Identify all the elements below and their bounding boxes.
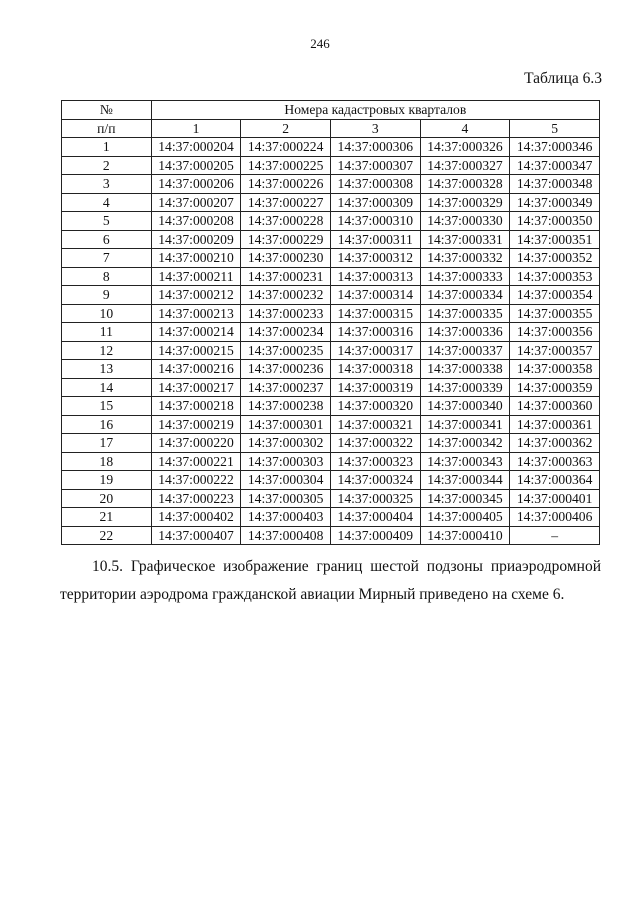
cadastral-number-cell: 14:37:000218 [151,397,241,416]
cadastral-number-cell: 14:37:000329 [420,193,510,212]
table-row [62,397,600,416]
row-number-cell: 17 [62,434,152,453]
column-header: 4 [420,119,510,138]
table-row [62,193,600,212]
table-row [62,286,600,305]
cadastral-number-cell: 14:37:000207 [151,193,241,212]
cadastral-number-cell: 14:37:000360 [510,397,600,416]
row-number-cell: 21 [62,508,152,527]
cadastral-number-cell: 14:37:000316 [330,323,420,342]
cadastral-number-cell: 14:37:000335 [420,304,510,323]
cadastral-number-cell: 14:37:000208 [151,212,241,231]
cadastral-number-cell: 14:37:000237 [241,378,331,397]
cadastral-number-cell: 14:37:000343 [420,452,510,471]
cadastral-number-cell: 14:37:000328 [420,175,510,194]
cadastral-number-cell: 14:37:000231 [241,267,331,286]
cadastral-number-cell: 14:37:000206 [151,175,241,194]
table-row [62,156,600,175]
cadastral-number-cell: 14:37:000339 [420,378,510,397]
cadastral-number-cell: 14:37:000406 [510,508,600,527]
table-row [62,434,600,453]
table-row [62,230,600,249]
cadastral-number-cell: 14:37:000236 [241,360,331,379]
cadastral-number-cell: 14:37:000356 [510,323,600,342]
cadastral-number-cell: 14:37:000340 [420,397,510,416]
cadastral-number-cell: 14:37:000364 [510,471,600,490]
row-number-cell: 13 [62,360,152,379]
table-row [62,304,600,323]
cadastral-number-cell: 14:37:000410 [420,526,510,545]
row-number-cell: 9 [62,286,152,305]
table-row [62,508,600,527]
cadastral-number-cell: 14:37:000213 [151,304,241,323]
cadastral-number-cell: 14:37:000235 [241,341,331,360]
cadastral-number-cell: 14:37:000402 [151,508,241,527]
row-number-cell: 22 [62,526,152,545]
cadastral-number-cell: – [510,526,600,545]
cadastral-number-cell: 14:37:000326 [420,138,510,157]
cadastral-number-cell: 14:37:000211 [151,267,241,286]
cadastral-number-cell: 14:37:000324 [330,471,420,490]
cadastral-number-cell: 14:37:000204 [151,138,241,157]
cadastral-number-cell: 14:37:000215 [151,341,241,360]
cadastral-number-cell: 14:37:000357 [510,341,600,360]
cadastral-number-cell: 14:37:000325 [330,489,420,508]
column-header: 1 [151,119,241,138]
cadastral-number-cell: 14:37:000401 [510,489,600,508]
cadastral-number-cell: 14:37:000217 [151,378,241,397]
row-number-cell: 4 [62,193,152,212]
cadastral-number-cell: 14:37:000331 [420,230,510,249]
cadastral-number-cell: 14:37:000338 [420,360,510,379]
cadastral-number-cell: 14:37:000346 [510,138,600,157]
cadastral-number-cell: 14:37:000321 [330,415,420,434]
cadastral-number-cell: 14:37:000323 [330,452,420,471]
cadastral-number-cell: 14:37:000352 [510,249,600,268]
cadastral-number-cell: 14:37:000210 [151,249,241,268]
table-header-row [62,101,600,120]
cadastral-number-cell: 14:37:000327 [420,156,510,175]
table-body [62,138,600,545]
row-number-cell: 11 [62,323,152,342]
cadastral-number-cell: 14:37:000314 [330,286,420,305]
cadastral-number-cell: 14:37:000348 [510,175,600,194]
cadastral-number-cell: 14:37:000354 [510,286,600,305]
table-row [62,341,600,360]
column-header: 3 [330,119,420,138]
cadastral-number-cell: 14:37:000225 [241,156,331,175]
row-number-cell: 3 [62,175,152,194]
cadastral-number-cell: 14:37:000312 [330,249,420,268]
table-row [62,249,600,268]
table-row [62,452,600,471]
cadastral-number-cell: 14:37:000212 [151,286,241,305]
cadastral-number-cell: 14:37:000315 [330,304,420,323]
cadastral-number-cell: 14:37:000303 [241,452,331,471]
column-header: 2 [241,119,331,138]
cadastral-number-cell: 14:37:000336 [420,323,510,342]
cadastral-number-cell: 14:37:000309 [330,193,420,212]
cadastral-number-cell: 14:37:000362 [510,434,600,453]
table-row [62,267,600,286]
cadastral-number-cell: 14:37:000226 [241,175,331,194]
cadastral-number-cell: 14:37:000341 [420,415,510,434]
cadastral-number-cell: 14:37:000355 [510,304,600,323]
cadastral-number-cell: 14:37:000351 [510,230,600,249]
paragraph-text: 10.5. Графическое изображение границ шестой подзоны приаэродромной территории аэродрома гражданской авиации Мирный приведено на схеме 6. [60,558,601,603]
cadastral-number-cell: 14:37:000307 [330,156,420,175]
header-number-top: № [62,101,152,120]
row-number-cell: 14 [62,378,152,397]
cadastral-number-cell: 14:37:000310 [330,212,420,231]
cadastral-number-cell: 14:37:000221 [151,452,241,471]
cadastral-number-cell: 14:37:000230 [241,249,331,268]
cadastral-number-cell: 14:37:000234 [241,323,331,342]
header-number-bottom: п/п [62,119,152,138]
row-number-cell: 16 [62,415,152,434]
table-row [62,175,600,194]
body-paragraph [60,553,601,609]
cadastral-number-cell: 14:37:000342 [420,434,510,453]
header-group-title: Номера кадастровых кварталов [151,101,599,120]
row-number-cell: 2 [62,156,152,175]
cadastral-number-cell: 14:37:000205 [151,156,241,175]
cadastral-number-cell: 14:37:000330 [420,212,510,231]
row-number-cell: 12 [62,341,152,360]
row-number-cell: 19 [62,471,152,490]
row-number-cell: 18 [62,452,152,471]
cadastral-number-cell: 14:37:000301 [241,415,331,434]
cadastral-number-cell: 14:37:000232 [241,286,331,305]
cadastral-number-cell: 14:37:000333 [420,267,510,286]
cadastral-number-cell: 14:37:000350 [510,212,600,231]
cadastral-number-cell: 14:37:000220 [151,434,241,453]
cadastral-number-cell: 14:37:000318 [330,360,420,379]
table-row [62,415,600,434]
cadastral-number-cell: 14:37:000345 [420,489,510,508]
row-number-cell: 7 [62,249,152,268]
cadastral-quarters-table [61,100,600,545]
cadastral-number-cell: 14:37:000347 [510,156,600,175]
cadastral-number-cell: 14:37:000408 [241,526,331,545]
cadastral-number-cell: 14:37:000305 [241,489,331,508]
table-row [62,323,600,342]
cadastral-number-cell: 14:37:000304 [241,471,331,490]
cadastral-number-cell: 14:37:000313 [330,267,420,286]
table-row [62,360,600,379]
cadastral-number-cell: 14:37:000358 [510,360,600,379]
row-number-cell: 1 [62,138,152,157]
cadastral-number-cell: 14:37:000317 [330,341,420,360]
cadastral-number-cell: 14:37:000409 [330,526,420,545]
cadastral-number-cell: 14:37:000209 [151,230,241,249]
table-subheader-row [62,119,600,138]
cadastral-number-cell: 14:37:000363 [510,452,600,471]
table-row [62,212,600,231]
row-number-cell: 8 [62,267,152,286]
row-number-cell: 6 [62,230,152,249]
cadastral-number-cell: 14:37:000233 [241,304,331,323]
table-row [62,471,600,490]
row-number-cell: 15 [62,397,152,416]
cadastral-number-cell: 14:37:000302 [241,434,331,453]
cadastral-number-cell: 14:37:000311 [330,230,420,249]
cadastral-number-cell: 14:37:000228 [241,212,331,231]
cadastral-number-cell: 14:37:000344 [420,471,510,490]
cadastral-number-cell: 14:37:000216 [151,360,241,379]
cadastral-number-cell: 14:37:000403 [241,508,331,527]
cadastral-number-cell: 14:37:000404 [330,508,420,527]
cadastral-number-cell: 14:37:000308 [330,175,420,194]
cadastral-number-cell: 14:37:000319 [330,378,420,397]
cadastral-number-cell: 14:37:000349 [510,193,600,212]
cadastral-number-cell: 14:37:000238 [241,397,331,416]
table-row [62,526,600,545]
table-row [62,489,600,508]
cadastral-number-cell: 14:37:000222 [151,471,241,490]
cadastral-number-cell: 14:37:000334 [420,286,510,305]
cadastral-number-cell: 14:37:000224 [241,138,331,157]
cadastral-number-cell: 14:37:000407 [151,526,241,545]
cadastral-number-cell: 14:37:000332 [420,249,510,268]
cadastral-number-cell: 14:37:000320 [330,397,420,416]
cadastral-number-cell: 14:37:000361 [510,415,600,434]
cadastral-number-cell: 14:37:000223 [151,489,241,508]
cadastral-number-cell: 14:37:000337 [420,341,510,360]
column-header: 5 [510,119,600,138]
row-number-cell: 10 [62,304,152,323]
table-caption: Таблица 6.3 [524,70,602,87]
cadastral-number-cell: 14:37:000405 [420,508,510,527]
cadastral-number-cell: 14:37:000227 [241,193,331,212]
row-number-cell: 5 [62,212,152,231]
cadastral-number-cell: 14:37:000214 [151,323,241,342]
cadastral-number-cell: 14:37:000353 [510,267,600,286]
row-number-cell: 20 [62,489,152,508]
cadastral-number-cell: 14:37:000219 [151,415,241,434]
cadastral-number-cell: 14:37:000359 [510,378,600,397]
cadastral-number-cell: 14:37:000306 [330,138,420,157]
table-row [62,378,600,397]
table-row [62,138,600,157]
page-number: 246 [310,36,330,51]
cadastral-number-cell: 14:37:000322 [330,434,420,453]
cadastral-number-cell: 14:37:000229 [241,230,331,249]
